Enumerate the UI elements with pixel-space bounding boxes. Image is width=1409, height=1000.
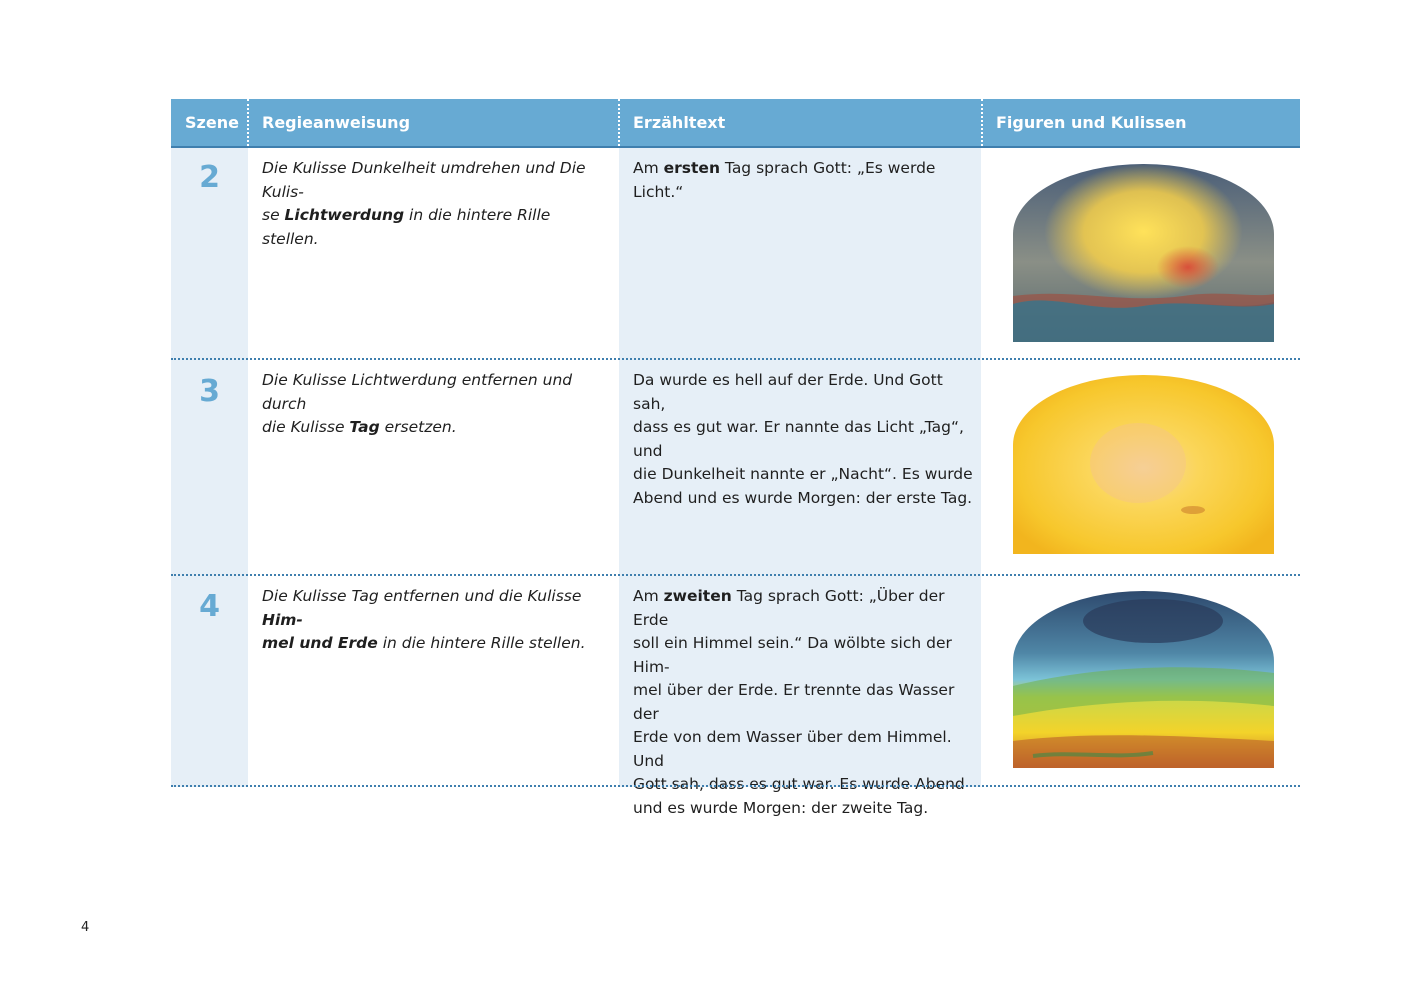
scene-number: 4 xyxy=(199,589,220,624)
scene-number: 3 xyxy=(199,374,220,409)
stage-direction: Die Kulisse Dunkelheit umdrehen und Die Kulis- se Lichtwerdung in die hintere Rille stellen. xyxy=(262,159,586,248)
header-divider xyxy=(981,99,983,146)
header-erzaehltext: Erzähltext xyxy=(633,113,726,132)
stage-direction: Die Kulisse Tag entfernen und die Kulisse Him- mel und Erde in die hintere Rille stellen. xyxy=(262,587,586,652)
scene-table xyxy=(171,99,1300,817)
header-divider xyxy=(247,99,249,146)
narration-text: Am zweiten Tag sprach Gott: „Über der Erde soll ein Himmel sein.“ Da wölbte sich der Him- mel über der Erde. Er trennte das Wasser der Erde von dem Wasser über dem Himmel. Und Gott sah, dass es gut war. Es wurde Abend und es wurde Morgen: der zweite Tag. xyxy=(633,587,965,817)
narration-text: Da wurde es hell auf der Erde. Und Gott sah, dass es gut war. Er nannte das Licht „Tag“, und die Dunkelheit nannte er „Nacht“. Es wurde Abend und es wurde Morgen: der erste Tag. xyxy=(633,371,973,507)
stage-direction: Die Kulisse Lichtwerdung entfernen und durch die Kulisse Tag ersetzen. xyxy=(262,371,573,436)
header-divider xyxy=(618,99,620,146)
sky-earth-painting-icon xyxy=(1013,591,1274,768)
table-row xyxy=(171,148,1300,360)
day-painting-icon xyxy=(1013,375,1274,554)
table-row xyxy=(171,576,1300,817)
table-header xyxy=(171,99,1300,148)
table-row xyxy=(171,360,1300,576)
darkness-light-painting-icon xyxy=(1013,164,1274,342)
scene-number: 2 xyxy=(199,160,220,195)
header-szene: Szene xyxy=(185,113,239,132)
header-figuren: Figuren und Kulissen xyxy=(996,113,1187,132)
header-regieanweisung: Regieanweisung xyxy=(262,113,411,132)
page-number: 4 xyxy=(81,920,90,935)
narration-text: Am ersten Tag sprach Gott: „Es werde Licht.“ xyxy=(633,159,936,201)
row-divider xyxy=(171,785,1300,787)
